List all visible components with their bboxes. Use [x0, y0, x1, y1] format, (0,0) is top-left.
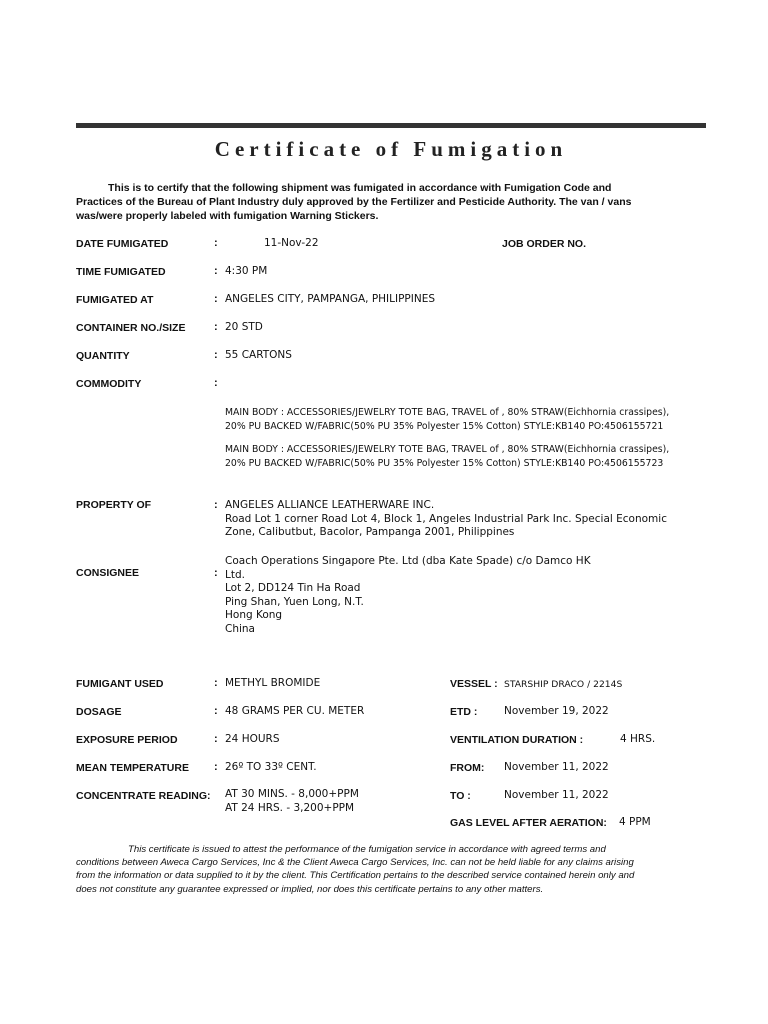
from-label: FROM:	[450, 762, 485, 774]
mean-temp-value: 26º TO 33º CENT.	[225, 761, 317, 773]
commodity-item-line: 20% PU BACKED W/FABRIC(50% PU 35% Polyester 15% Cotton) STYLE:KB140 PO:4506155723	[225, 458, 664, 469]
to-value: November 11, 2022	[504, 789, 609, 801]
address-line: Lot 2, DD124 Tin Ha Road	[225, 582, 361, 595]
fumigated-at-value: ANGELES CITY, PAMPANGA, PHILIPPINES	[225, 293, 436, 305]
gas-level-value: 4 PPM	[619, 816, 651, 828]
header-rule	[76, 123, 706, 128]
job-order-label: JOB ORDER NO.	[502, 238, 587, 250]
quantity-value: 55 CARTONS	[225, 349, 292, 361]
document-title: Certificate of Fumigation	[214, 137, 568, 161]
property-of-address	[225, 499, 667, 540]
exposure-colon: :	[214, 733, 218, 745]
container-colon: :	[214, 321, 218, 333]
date-fumigated-colon: :	[214, 237, 218, 249]
dosage-label: DOSAGE	[76, 706, 122, 718]
date-fumigated-value: 11-Nov-22	[264, 237, 319, 249]
concentrate-reading: AT 24 HRS. - 3,200+PPM	[225, 801, 355, 814]
quantity-colon: :	[214, 349, 218, 361]
from-value: November 11, 2022	[504, 761, 609, 773]
fumigated-at-label: FUMIGATED AT	[76, 294, 154, 306]
dosage-colon: :	[214, 705, 218, 717]
property-of-label: PROPERTY OF	[76, 499, 152, 511]
concentrate-reading: AT 30 MINS. - 8,000+PPM	[225, 788, 359, 800]
to-label: TO :	[450, 790, 471, 802]
exposure-label: EXPOSURE PERIOD	[76, 734, 178, 746]
container-value: 20 STD	[225, 321, 263, 333]
etd-value: November 19, 2022	[504, 705, 609, 717]
time-fumigated-value: 4:30 PM	[225, 265, 268, 277]
concentrate-values	[225, 788, 359, 815]
vessel-value: STARSHIP DRACO / 2214S	[504, 679, 623, 690]
mean-temp-colon: :	[214, 761, 218, 773]
date-fumigated-label: DATE FUMIGATED	[76, 238, 169, 250]
concentrate-label: CONCENTRATE READING:	[76, 790, 211, 802]
address-line: Ltd.	[225, 568, 245, 581]
exposure-value: 24 HOURS	[225, 733, 280, 745]
disclaimer-paragraph: This certificate is issued to attest the performance of the fumigation service in accordance with agreed terms and conditions between Aweca Cargo Services, Inc & the Client Aweca Cargo Services, Inc. can not be held liable for any claims arising from the information or data supplied to it by the client. This Certification pertains to the described service contained herein only and does not constitute any guarantee expressed or implied, nor does this certificate pertains to any other matters.	[76, 844, 635, 895]
commodity-item-line: MAIN BODY : ACCESSORIES/JEWELRY TOTE BAG, TRAVEL of , 80% STRAW(Eichhornia crassipes),	[225, 444, 670, 455]
time-fumigated-colon: :	[214, 265, 218, 277]
ventilation-label: VENTILATION DURATION :	[450, 734, 584, 746]
ventilation-value: 4 HRS.	[620, 733, 656, 745]
address-line: Road Lot 1 corner Road Lot 4, Block 1, Angeles Industrial Park Inc. Special Economic	[225, 512, 667, 525]
fumigant-label: FUMIGANT USED	[76, 678, 164, 690]
commodity-item	[225, 443, 669, 471]
mean-temp-label: MEAN TEMPERATURE	[76, 762, 189, 774]
address-line: China	[225, 622, 255, 635]
intro-paragraph: This is to certify that the following shipment was fumigated in accordance with Fumigation Code and Practices of the Bureau of Plant Industry duly approved by the Fertilizer and Pesticide Authority. The van / vans was/were properly labeled with fumigation Warning Stickers.	[76, 182, 632, 222]
address-line: Hong Kong	[225, 609, 283, 622]
vessel-label: VESSEL :	[450, 678, 498, 690]
time-fumigated-label: TIME FUMIGATED	[76, 266, 166, 278]
etd-label: ETD :	[450, 706, 478, 718]
commodity-colon: :	[214, 377, 218, 389]
commodity-label: COMMODITY	[76, 378, 142, 390]
commodity-item	[225, 406, 669, 434]
fumigated-at-colon: :	[214, 293, 218, 305]
quantity-label: QUANTITY	[76, 350, 130, 362]
address-line: Zone, Calibutbut, Bacolor, Pampanga 2001, Philippines	[225, 526, 515, 538]
address-line: ANGELES ALLIANCE LEATHERWARE INC.	[225, 499, 435, 511]
fumigant-value: METHYL BROMIDE	[225, 677, 321, 689]
gas-level-label: GAS LEVEL AFTER AERATION:	[450, 817, 607, 829]
address-line: Coach Operations Singapore Pte. Ltd (dba Kate Spade) c/o Damco HK	[225, 555, 591, 567]
consignee-colon: :	[214, 567, 218, 579]
commodity-item-line: 20% PU BACKED W/FABRIC(50% PU 35% Polyester 15% Cotton) STYLE:KB140 PO:4506155721	[225, 421, 664, 432]
commodity-item-line: MAIN BODY : ACCESSORIES/JEWELRY TOTE BAG, TRAVEL of , 80% STRAW(Eichhornia crassipes),	[225, 407, 670, 418]
property-of-colon: :	[214, 499, 218, 511]
container-label: CONTAINER NO./SIZE	[76, 322, 186, 334]
consignee-label: CONSIGNEE	[76, 567, 140, 579]
fumigant-colon: :	[214, 677, 218, 689]
consignee-address	[225, 555, 591, 637]
dosage-value: 48 GRAMS PER CU. METER	[225, 705, 365, 717]
address-line: Ping Shan, Yuen Long, N.T.	[225, 595, 364, 608]
